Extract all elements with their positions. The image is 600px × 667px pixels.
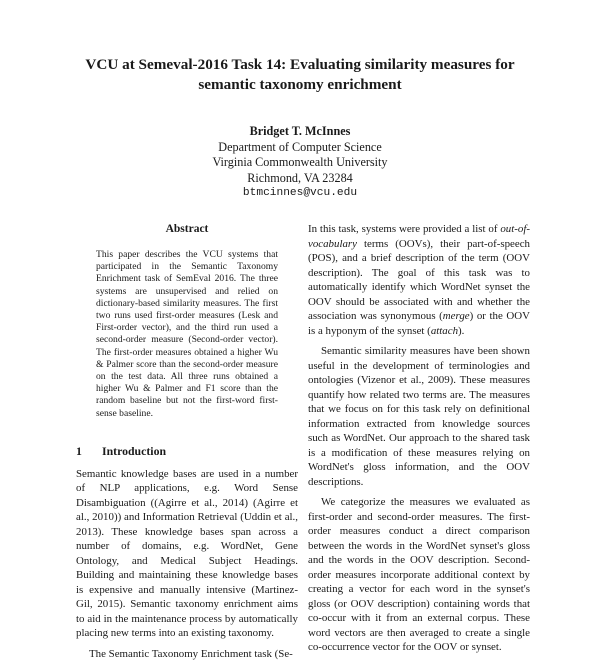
author-university: Virginia Commonwealth University [212,155,388,169]
abstract-heading: Abstract [165,223,209,235]
right-column [308,222,530,661]
intro-paragraph-1: Semantic knowledge bases are used in a number of NLP applications, e.g. Word Sense Disambiguation ((Agirre et al., 2014) (Agirre et al., 2010)) and Information Retrieval (Uddin et al., 2013). These knowledge bases span across a number of domains, e.g. WordNet, Gene Ontology, and Medical Subject Headings. Building and maintaining these knowledge bases is expensive and manually intensive (Martinez-Gil, 2015). Semantic taxonomy enrichment aims to aid in the maintenance process by automatically placing new terms into an existing taxonomy. [76,467,298,640]
paper-title: VCU at Semeval-2016 Task 14: Evaluating similarity measures for semantic taxonomy enrichment [85,56,515,93]
text-run: terms (OOVs), their part-of-speech (POS), and a brief description of the term (OOV description). The goal of this task was to automatically identify which WordNet synset the OOV should be associated with and whether the association was synonymous ( [308,237,530,322]
term-attach: attach [430,324,459,337]
term-merge: merge [442,310,470,322]
similarity-paragraph: Semantic similarity measures have been shown useful in the development of terminologies and ontologies (Vizenor et al., 2009). These measures quantify how related two terms are. The measures that we focus on for this task rely on definitional information extracted from knowledge sources such as WordNet. Our approach to the shared task is a modification of these measures relying on WordNet's gloss information, and the OOV descriptions. [308,345,530,488]
author-location: Richmond, VA 23284 [247,170,353,185]
task-paragraph [308,222,530,338]
section-heading-introduction [76,444,298,459]
abstract-text: This paper describes the VCU systems that participated in the Semantic Taxonomy Enrichment task of SemEval 2016. The three systems are unsupervised and relied on dictionary-based similarity measures. The first two runs used first-order measures (Lesk and First-order vector), and the third run used a second-order measure (Second-order vector). The first-order measures obtained a higher Wu & Palmer score than the second-order measure on the test data. All three runs obtained a higher Wu & Palmer and F1 score than the random baseline but not the first-word first-sense baseline. [96,249,278,419]
author-block [150,124,450,202]
author-department: Department of Computer Science [218,139,382,154]
author-name: Bridget T. McInnes [249,124,351,138]
text-run: In this task, systems were provided a list of [308,223,501,235]
left-column [76,222,298,667]
author-email: btmcinnes@vcu.edu [242,187,358,199]
intro-paragraph-2: The Semantic Taxonomy Enrichment task (Se- [89,647,293,660]
text-run: ). [458,324,465,337]
section-title: Introduction [102,443,167,458]
term-oov: out-of-vocabulary [308,223,530,250]
section-number: 1 [76,443,82,458]
text-run: ) or the OOV is a hyponym of the synset ( [308,310,530,337]
measures-paragraph: We categorize the measures we evaluated as first-order and second-order measures. The first-order measures conduct a direct comparison between the words in the WordNet synset's gloss and the words in the OOV description. Second-order measures incorporate additional context by creating a vector for each word in the synset's gloss (or OOV description) containing words that co-occur with it from an external corpus. These word vectors are then averaged to create a single co-occurrence vector for the OOV or synset. [308,496,530,653]
